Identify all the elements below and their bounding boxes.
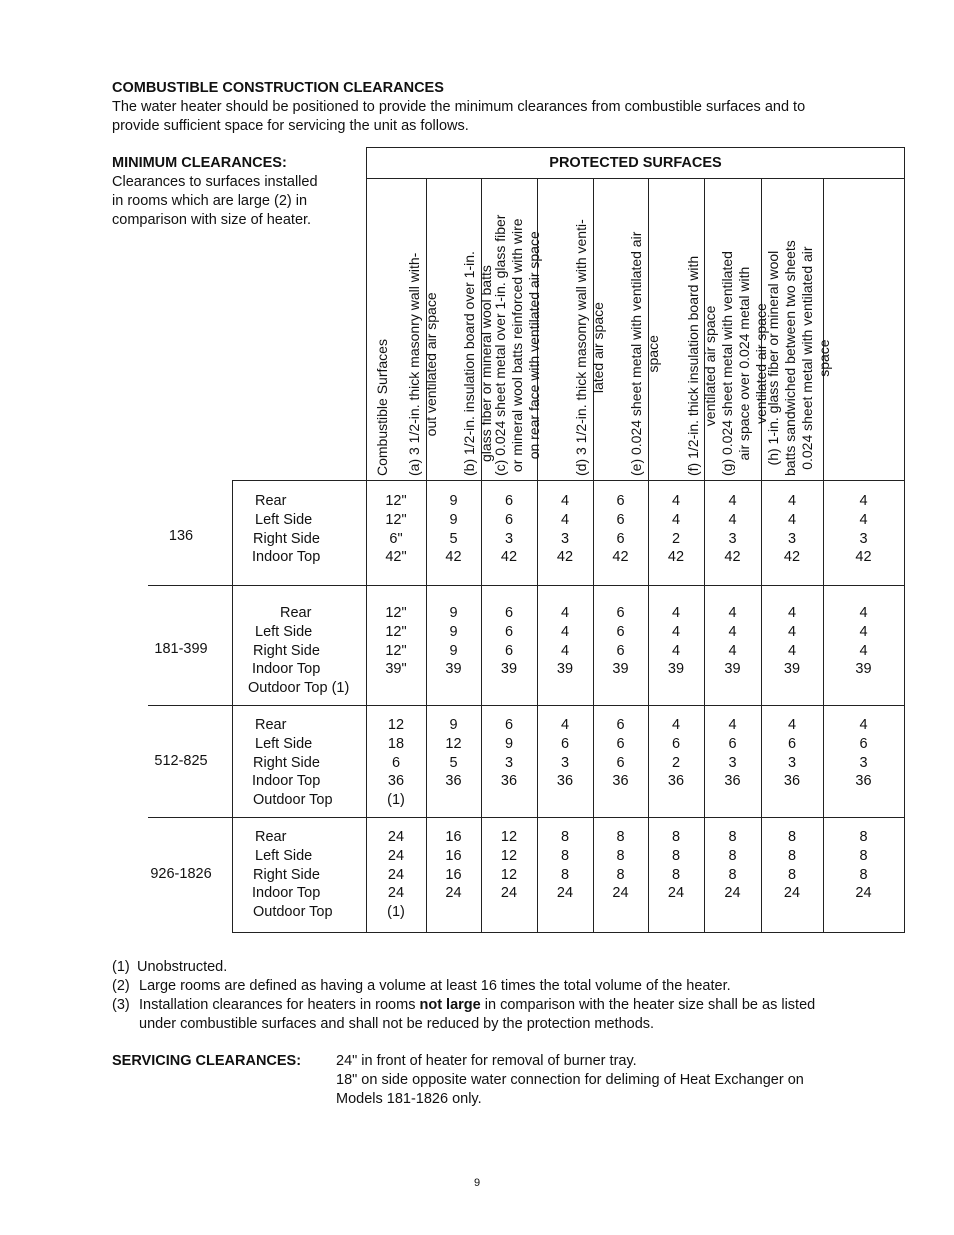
clearance-value: 4: [859, 605, 868, 621]
clearance-value: 3: [560, 530, 570, 547]
min-clearances-desc-2: in rooms which are large (2) in: [112, 193, 308, 209]
clearance-value: 3: [859, 530, 868, 547]
clearance-value: 8: [560, 847, 570, 864]
note-3-text-bold: not large: [419, 997, 481, 1013]
surface-sides: [247, 604, 349, 698]
clearance-value: 39: [612, 661, 629, 678]
clearance-value: 6: [616, 623, 625, 640]
clearance-value: 36: [445, 773, 462, 790]
clearance-value: 36: [783, 773, 801, 790]
clearance-value: 3: [504, 754, 514, 771]
clearance-value: 6: [859, 735, 868, 752]
clearance-value: 3: [504, 530, 514, 547]
clearance-value: 36: [667, 773, 685, 790]
clearance-value: 4: [728, 511, 737, 528]
clearance-value: 8: [560, 866, 570, 883]
clearance-value: 4: [787, 493, 797, 509]
clearance-value: 6: [616, 717, 625, 733]
clearance-value: 2: [671, 530, 681, 547]
clearance-value: 3: [728, 530, 737, 547]
clearance-value: 4: [671, 717, 681, 733]
clearance-value: 12: [387, 717, 405, 733]
column-header-4-line: lated air space: [590, 302, 606, 394]
surface-side-label: Left Side: [255, 623, 313, 640]
servicing-line-1: 24" in front of heater for removal of burner tray.: [336, 1053, 637, 1069]
value-column-5: [648, 492, 704, 567]
value-column-7: [761, 604, 823, 679]
clearance-value: 36: [387, 773, 405, 790]
clearance-value: 4: [859, 717, 868, 733]
column-header-8-line: batts sandwiched between two sheets: [782, 240, 798, 476]
clearance-value: 3: [560, 754, 570, 771]
column-header-6-line: ventilated air space: [702, 305, 718, 427]
clearance-value: 4: [671, 642, 681, 659]
value-column-7: [761, 828, 823, 903]
clearance-value: 4: [787, 717, 797, 733]
clearance-value: (1): [387, 904, 405, 921]
clearance-value: 24: [667, 885, 685, 902]
page-number: 9: [473, 1177, 481, 1189]
clearance-value: 36: [612, 773, 629, 790]
clearance-value: 4: [787, 642, 797, 659]
clearance-value: 8: [787, 866, 797, 883]
servicing-line-3: Models 181-1826 only.: [336, 1091, 482, 1107]
value-column-0: [366, 828, 426, 922]
clearance-value: 4: [859, 623, 868, 640]
note-3-text-pre: Installation clearances for heaters in rooms: [139, 997, 416, 1013]
clearance-value: 4: [560, 511, 570, 528]
protected-surfaces-header: PROTECTED SURFACES: [549, 155, 722, 171]
value-column-6: [704, 492, 761, 567]
value-column-8: [823, 492, 904, 567]
value-column-5: [648, 828, 704, 903]
clearance-value: 12: [500, 847, 518, 864]
column-header-7-line: (g) 0.024 sheet metal with ventilated: [719, 251, 735, 476]
column-header-5-line: space: [645, 335, 661, 373]
column-header-6-line: (f) 1/2-in. thick insulation board with: [685, 255, 701, 476]
model-range: 512-825: [154, 753, 208, 769]
column-header-1-line: (a) 3 1/2-in. thick masonry wall with-: [406, 252, 422, 476]
clearance-value: 16: [445, 847, 462, 864]
value-column-6: [704, 716, 761, 791]
value-column-6: [704, 604, 761, 679]
value-column-1: [426, 716, 481, 791]
clearance-value: 6: [787, 735, 797, 752]
clearance-value: 9: [449, 623, 458, 640]
clearance-value: 39": [385, 661, 407, 678]
value-column-3: [537, 492, 593, 567]
clearance-value: 9: [449, 642, 458, 659]
clearance-value: 8: [671, 847, 681, 864]
clearance-value: 8: [787, 847, 797, 864]
column-header-1-line: out ventilated air space: [423, 292, 439, 437]
clearance-value: 12": [385, 493, 407, 509]
clearance-value: 6: [560, 735, 570, 752]
clearance-value: 6: [671, 735, 681, 752]
note-3-number: (3): [112, 997, 130, 1013]
value-column-2: [481, 492, 537, 567]
clearance-value: 6: [504, 605, 514, 621]
surface-sides: [247, 828, 333, 922]
clearance-value: 8: [728, 847, 737, 864]
column-header-8-line: (h) 1-in. glass fiber or mineral wool: [765, 250, 781, 466]
surface-side-label: Left Side: [255, 847, 313, 864]
clearance-value: 4: [671, 623, 681, 640]
clearance-value: 4: [787, 605, 797, 621]
clearance-value: 24: [783, 885, 801, 902]
model-range: 181-399: [154, 641, 208, 657]
clearance-value: 39: [556, 661, 574, 678]
clearance-value: 8: [728, 866, 737, 883]
clearance-value: 12: [445, 735, 462, 752]
value-column-8: [823, 716, 904, 791]
clearance-value: 8: [616, 866, 625, 883]
column-header-8-line: 0.024 sheet metal with ventilated air: [799, 246, 815, 470]
clearance-value: 12": [385, 623, 407, 640]
clearance-value: 39: [667, 661, 685, 678]
value-column-4: [593, 604, 648, 679]
value-column-7: [761, 716, 823, 791]
clearance-value: 42: [445, 549, 462, 566]
surface-side-label: Rear: [255, 493, 287, 509]
clearance-value: 4: [859, 511, 868, 528]
clearance-value: 4: [728, 623, 737, 640]
clearance-value: 6: [616, 511, 625, 528]
column-header-2-line: (b) 1/2-in. insulation board over 1-in.: [461, 251, 477, 476]
clearance-value: 24: [500, 885, 518, 902]
column-header-7-line: ventilated air space: [753, 303, 769, 424]
column-header-7-line: air space over 0.024 metal with: [736, 266, 752, 461]
clearance-value: 8: [859, 847, 868, 864]
clearance-value: 3: [859, 754, 868, 771]
clearance-value: 39: [445, 661, 462, 678]
clearance-value: 4: [671, 605, 681, 621]
clearance-value: 9: [449, 717, 458, 733]
column-header-2-line: glass fiber or mineral wool batts: [478, 265, 494, 462]
value-column-1: [426, 492, 481, 567]
clearance-value: 39: [783, 661, 801, 678]
clearance-value: 42: [556, 549, 574, 566]
clearance-value: 9: [449, 605, 458, 621]
clearance-value: 24: [445, 885, 462, 902]
clearance-value: 36: [556, 773, 574, 790]
value-column-4: [593, 492, 648, 567]
clearance-value: 9: [504, 735, 514, 752]
clearance-value: 6: [391, 754, 401, 771]
clearance-value: 8: [787, 829, 797, 845]
clearance-value: 6: [504, 511, 514, 528]
clearance-value: 42: [667, 549, 685, 566]
clearance-value: 4: [728, 642, 737, 659]
surface-side-label: Indoor Top: [252, 773, 321, 790]
clearance-value: 24: [387, 829, 405, 845]
clearance-value: 8: [859, 866, 868, 883]
surface-side-label: Right Side: [253, 866, 320, 883]
clearance-value: 24: [855, 885, 872, 902]
clearance-value: 18: [387, 735, 405, 752]
model-range: 926-1826: [150, 866, 212, 882]
clearance-value: 9: [449, 511, 458, 528]
clearance-value: 4: [787, 623, 797, 640]
clearance-value: 6: [616, 754, 625, 771]
column-header-3-line: (c) 0.024 sheet metal over 1-in. glass fiber: [492, 214, 508, 476]
clearance-value: 24: [387, 885, 405, 902]
note-3-text-post: in comparison with the heater size shall be as listed: [484, 997, 816, 1013]
note-1: [112, 958, 227, 977]
clearance-value: 3: [787, 754, 797, 771]
clearance-value: 4: [859, 493, 868, 509]
surface-side-label: Rear: [280, 605, 312, 621]
value-column-8: [823, 828, 904, 903]
intro-line-2: provide sufficient space for servicing the unit as follows.: [112, 118, 469, 134]
clearance-value: 3: [787, 530, 797, 547]
clearance-value: 12: [500, 829, 518, 845]
clearance-value: 12: [500, 866, 518, 883]
clearance-value: 8: [560, 829, 570, 845]
surface-side-label: Outdoor Top: [253, 792, 333, 809]
clearance-value: 8: [859, 829, 868, 845]
clearance-value: 9: [449, 493, 458, 509]
value-column-5: [648, 604, 704, 679]
value-column-0: [366, 716, 426, 810]
value-column-1: [426, 604, 481, 679]
clearance-value: 8: [616, 829, 625, 845]
clearance-value: 4: [671, 511, 681, 528]
clearance-value: 12": [385, 605, 407, 621]
clearance-value: 6: [616, 642, 625, 659]
clearance-value: 42: [855, 549, 872, 566]
value-column-5: [648, 716, 704, 791]
column-header-0-line: Combustible Surfaces: [374, 339, 390, 476]
value-column-8: [823, 604, 904, 679]
clearance-value: 42: [724, 549, 741, 566]
surface-side-label: Outdoor Top: [253, 904, 333, 921]
value-column-3: [537, 828, 593, 903]
surface-side-label: Rear: [255, 829, 287, 845]
clearance-value: 6: [616, 530, 625, 547]
clearance-value: 6: [504, 642, 514, 659]
clearance-value: 6: [616, 735, 625, 752]
clearance-value: 6: [504, 493, 514, 509]
servicing-title: SERVICING CLEARANCES:: [112, 1053, 302, 1069]
model-range: 136: [168, 528, 194, 544]
note-2-number: (2): [112, 978, 130, 994]
clearance-value: 42": [385, 549, 407, 566]
value-column-6: [704, 828, 761, 903]
clearance-value: 6: [616, 493, 625, 509]
section-heading: COMBUSTIBLE CONSTRUCTION CLEARANCES: [112, 80, 444, 96]
clearance-value: 4: [560, 717, 570, 733]
clearance-value: 24: [724, 885, 741, 902]
min-clearances-title: MINIMUM CLEARANCES:: [112, 155, 287, 171]
clearance-value: 4: [671, 493, 681, 509]
surface-side-label: Right Side: [253, 530, 320, 547]
value-column-2: [481, 828, 537, 903]
clearance-value: 6: [728, 735, 737, 752]
clearance-value: 4: [560, 493, 570, 509]
clearance-value: 8: [616, 847, 625, 864]
note-3: [112, 996, 815, 1015]
note-2: [112, 977, 731, 996]
clearance-value: 4: [728, 717, 737, 733]
clearance-value: 6: [616, 605, 625, 621]
clearance-value: 4: [560, 642, 570, 659]
surface-sides: [247, 716, 333, 810]
clearance-value: 16: [445, 829, 462, 845]
note-1-number: (1): [112, 959, 130, 975]
servicing-line-2: 18" on side opposite water connection for deliming of Heat Exchanger on: [336, 1072, 804, 1088]
surface-side-label: Right Side: [253, 754, 320, 771]
clearance-value: 16: [445, 866, 462, 883]
min-clearances-desc-1: Clearances to surfaces installed: [112, 174, 318, 190]
min-clearances-desc-3: comparison with size of heater.: [112, 212, 312, 228]
surface-side-label: Left Side: [255, 511, 313, 528]
clearance-value: (1): [387, 792, 405, 809]
clearance-value: 4: [787, 511, 797, 528]
clearance-value: 3: [728, 754, 737, 771]
clearance-value: 42: [783, 549, 801, 566]
clearance-value: 24: [612, 885, 629, 902]
clearance-value: 8: [671, 829, 681, 845]
clearance-value: 4: [728, 493, 737, 509]
value-column-0: [366, 604, 426, 679]
surface-side-label: Indoor Top: [252, 661, 321, 678]
clearance-value: 36: [500, 773, 518, 790]
surface-sides: [247, 492, 320, 567]
clearance-value: 8: [671, 866, 681, 883]
note-1-text: Unobstructed.: [137, 959, 228, 975]
value-column-4: [593, 716, 648, 791]
surface-side-label: Rear: [255, 717, 287, 733]
surface-side-label: Indoor Top: [252, 885, 321, 902]
clearance-value: 12": [385, 511, 407, 528]
intro-line-1: The water heater should be positioned to provide the minimum clearances from combustible surfaces and to: [112, 99, 806, 115]
column-header-5-line: (e) 0.024 sheet metal with ventilated air: [628, 231, 644, 476]
clearance-value: 24: [387, 866, 405, 883]
clearance-value: 39: [855, 661, 872, 678]
column-header-8-line: space: [816, 339, 832, 377]
clearance-value: 36: [724, 773, 741, 790]
clearance-value: 5: [449, 530, 458, 547]
clearance-value: 6: [504, 717, 514, 733]
clearance-value: 42: [500, 549, 518, 566]
note-2-text: Large rooms are defined as having a volume at least 16 times the total volume of the heater.: [139, 978, 731, 994]
column-header-4-line: (d) 3 1/2-in. thick masonry wall with venti-: [573, 219, 589, 476]
clearance-value: 4: [560, 623, 570, 640]
note-3-line-2: under combustible surfaces and shall not be reduced by the protection methods.: [139, 1016, 655, 1032]
value-column-2: [481, 716, 537, 791]
value-column-2: [481, 604, 537, 679]
clearance-value: 4: [560, 605, 570, 621]
value-column-0: [366, 492, 426, 567]
clearance-value: 39: [724, 661, 741, 678]
clearance-value: 4: [728, 605, 737, 621]
value-column-1: [426, 828, 481, 903]
clearance-value: 6: [504, 623, 514, 640]
column-header-3-line: on rear face with ventilated air space: [526, 231, 542, 460]
clearance-value: 8: [728, 829, 737, 845]
column-header-3-line: or mineral wool batts reinforced with wire: [509, 218, 525, 473]
clearance-value: 6": [389, 530, 403, 547]
surface-side-label: Right Side: [253, 642, 320, 659]
value-column-3: [537, 604, 593, 679]
clearance-value: 24: [387, 847, 405, 864]
value-column-7: [761, 492, 823, 567]
surface-side-label: Indoor Top: [252, 549, 321, 566]
clearance-value: 36: [855, 773, 872, 790]
surface-side-label: Left Side: [255, 735, 313, 752]
clearance-value: 24: [556, 885, 574, 902]
clearance-value: 5: [449, 754, 458, 771]
clearance-value: 4: [859, 642, 868, 659]
clearance-value: 39: [500, 661, 518, 678]
clearance-value: 42: [612, 549, 629, 566]
surface-side-label: Outdoor Top (1): [248, 680, 350, 697]
clearance-value: 12": [385, 642, 407, 659]
clearance-value: 2: [671, 754, 681, 771]
value-column-4: [593, 828, 648, 903]
value-column-3: [537, 716, 593, 791]
